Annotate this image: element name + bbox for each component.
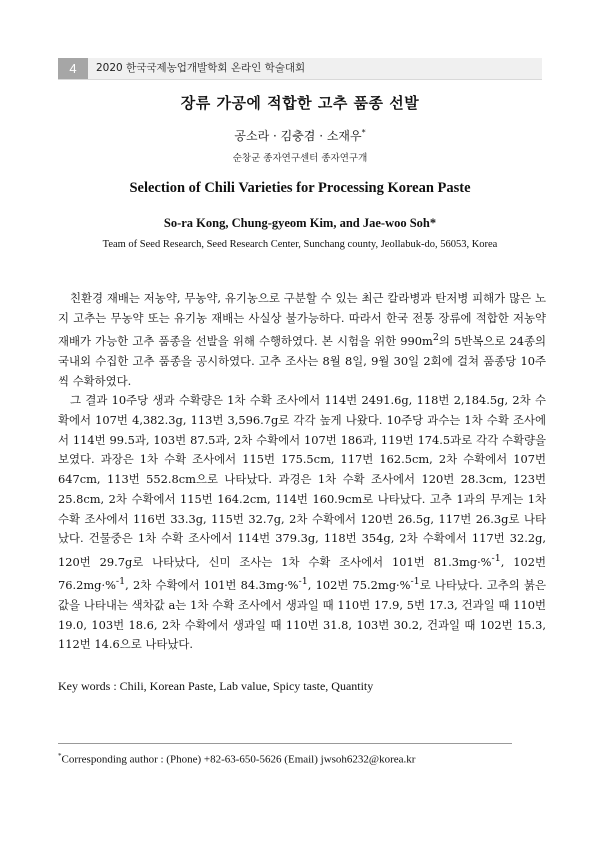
abstract-body (58, 289, 546, 655)
korean-affiliation: 순창군 종자연구센터 종자연구개 (232, 153, 368, 164)
header-bar (58, 58, 542, 80)
footnote-divider (58, 743, 512, 744)
abstract-paragraph-2: 그 결과 10주당 생과 수확량은 1차 수확 조사에서 114번 2491.6g, 118번 2,184.5g, 2차 수확에서 107번 4,382.3g, 113번 3,596.7g로 각각 높게 나왔다. 10주당 과수는 1차 수확 조사에서 114번 99.5과, 103번 87.5과, 2차 수확에서 107번 186과, 119번 174.5과로 각각 수확량을 보였다. 과장은 1차 수확 조사에서 115번 175.5cm, 117번 162.5cm, 2차 수확에서 107번 647cm, 113번 552.8cm으로 나타났다. 과경은 1차 수확 조사에서 120번 28.3cm, 123번 25.8cm, 2차 수확에서 115번 164.2cm, 114번 160.9cm로 나타났다. 고추 1과의 무게는 1차 수확 조사에서 116번 33.3g, 115번 32.7g, 2차 수확에서 120번 26.5g, 117번 26.3g로 나타났다. 건물중은 1차 수확 조사에서 114번 379.3g, 118번 354g, 2차 수확에서 117번 32.2g, 120번 29.7g로 나타났다, 신미 조사는 1차 수확 조사에서 101번 81.3mg·%$^{-1}$, 102번 76.2mg·%$^{-1}$, 2차 수확에서 101번 84.3mg·%$^{-1}$, 102번 75.2mg·%$^{-1}$로 나타났다. 고추의 붉은 값을 나타내는 색차값 a는 1차 수확 조사에서 생과일 때 110번 17.9, 5번 17.3, 건과일 때 110번 19.0, 103번 18.6, 2차 수확에서 생과일 때 110번 31.8, 103번 30.2, 건과일 때 102번 15.3, 112번 14.6으로 나타났다. (58, 393, 546, 652)
english-title: Selection of Chili Varieties for Processing Korean Paste (129, 180, 471, 196)
conference-name: 2020 한국국제농업개발학회 온라인 학술대회 (96, 62, 306, 74)
keywords: Key words : Chili, Korean Paste, Lab value, Spicy taste, Quantity (58, 679, 374, 693)
korean-authors: 공소라 · 김충겸 · 소재우* (234, 128, 366, 143)
korean-title: 장류 가공에 적합한 고추 품종 선발 (180, 94, 420, 112)
corresponding-author-footnote: *Corresponding author : (Phone) +82-63-650-5626 (Email) jwsoh6232@korea.kr (58, 752, 416, 766)
english-authors: So-ra Kong, Chung-gyeom Kim, and Jae-woo Soh* (163, 216, 437, 230)
english-affiliation: Team of Seed Research, Seed Research Center, Sunchang county, Jeollabuk-do, 56053, Korea (102, 239, 498, 250)
page-number: 4 (58, 58, 88, 79)
abstract-paragraph-1: 친환경 재배는 저농약, 무농약, 유기농으로 구분할 수 있는 최근 칼라병과 탄저병 피해가 많은 노지 고추는 무농약 또는 유기농 재배는 사실상 불가능하다. 따라서 한국 전통 장류에 적합한 저농약 재배가 가능한 고추 품종을 선발을 위해 수행하였다. 본 시험을 위한 $990m^2$의 5반복으로 24종의 국내외 수집한 고추 품종을 공시하였다. 고추 조사는 8월 8일, 9월 30일 2회에 걸쳐 품종당 10주씩 수확하였다. (58, 291, 546, 388)
